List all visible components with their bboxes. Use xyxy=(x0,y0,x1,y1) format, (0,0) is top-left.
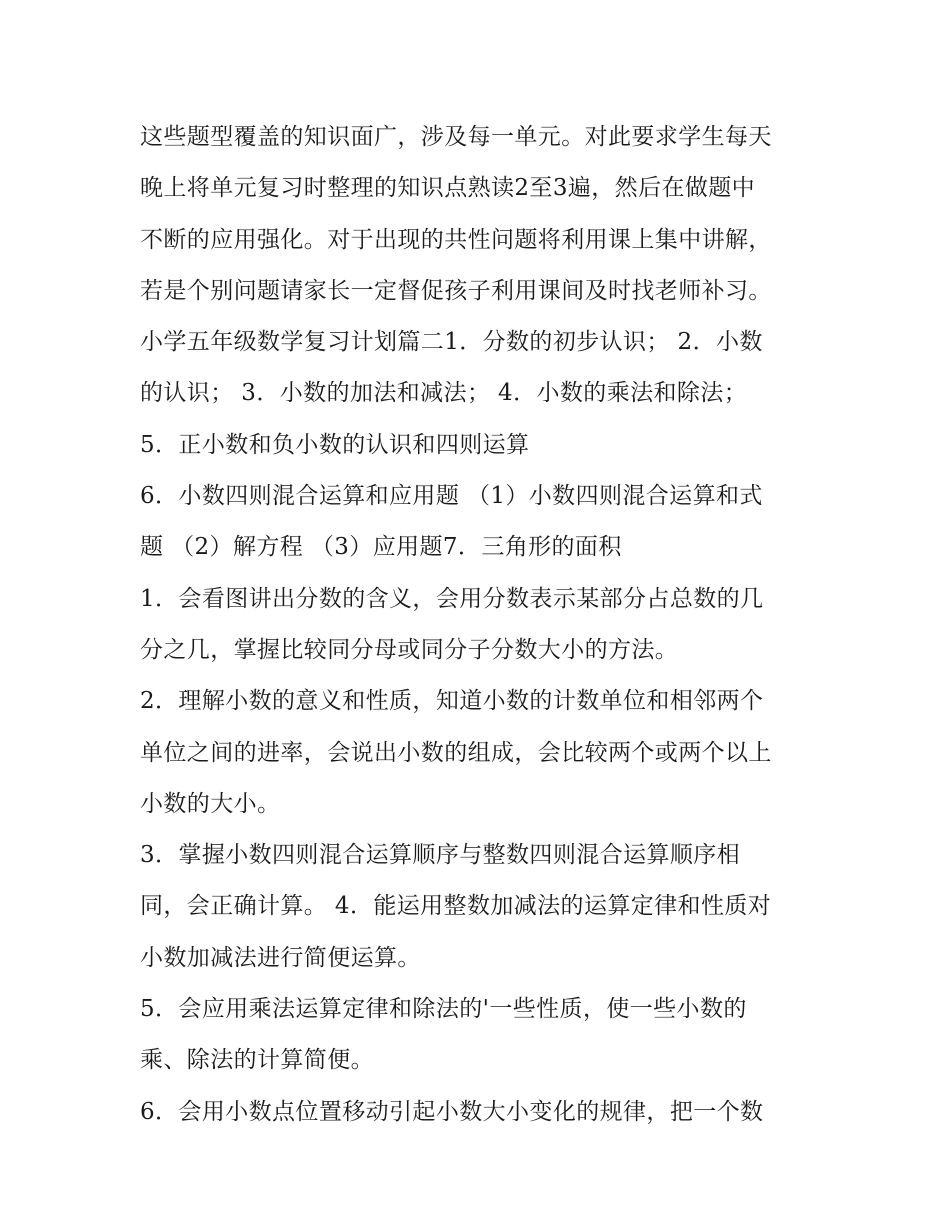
text-line: 小数的大小。 xyxy=(140,790,281,817)
document-body xyxy=(140,112,820,1138)
text-line: 5．正小数和负小数的认识和四则运算 xyxy=(140,431,530,458)
text-line: 的认识； 3．小数的加法和减法； 4．小数的乘法和除法； xyxy=(140,380,748,407)
text-line: 同，会正确计算。 4．能运用整数加减法的运算定律和性质对 xyxy=(140,893,772,920)
text-line: 3．掌握小数四则混合运算顺序与整数四则混合运算顺序相 xyxy=(140,842,741,869)
text-line: 不断的应用强化。对于出现的共性问题将利用课上集中讲解， xyxy=(140,226,772,253)
text-line: 5．会应用乘法运算定律和除法的'一些性质，使一些小数的 xyxy=(140,996,747,1023)
text-line: 2．理解小数的意义和性质，知道小数的计数单位和相邻两个 xyxy=(140,688,764,715)
text-line: 晚上将单元复习时整理的知识点熟读2至3遍，然后在做题中 xyxy=(140,175,756,202)
text-line: 分之几，掌握比较同分母或同分子分数大小的方法。 xyxy=(140,636,679,663)
text-line: 1．会看图讲出分数的含义，会用分数表示某部分占总数的几 xyxy=(140,585,764,612)
text-line: 这些题型覆盖的知识面广，涉及每一单元。对此要求学生每天 xyxy=(140,124,772,150)
text-line: 乘、除法的计算简便。 xyxy=(140,1047,374,1074)
text-line: 小数加减法进行简便运算。 xyxy=(140,944,421,971)
text-line: 6．小数四则混合运算和应用题 （1）小数四则混合运算和式 xyxy=(140,483,763,510)
text-line: 单位之间的进率，会说出小数的组成，会比较两个或两个以上 xyxy=(140,739,772,766)
text-line: 题 （2）解方程 （3）应用题7．三角形的面积 xyxy=(140,534,622,561)
text-line: 小学五年级数学复习计划篇二1．分数的初步认识； 2．小数 xyxy=(140,329,763,356)
text-line: 6．会用小数点位置移动引起小数大小变化的规律，把一个数 xyxy=(140,1098,764,1125)
text-line: 若是个别问题请家长一定督促孩子利用课间及时找老师补习。 xyxy=(140,277,772,304)
